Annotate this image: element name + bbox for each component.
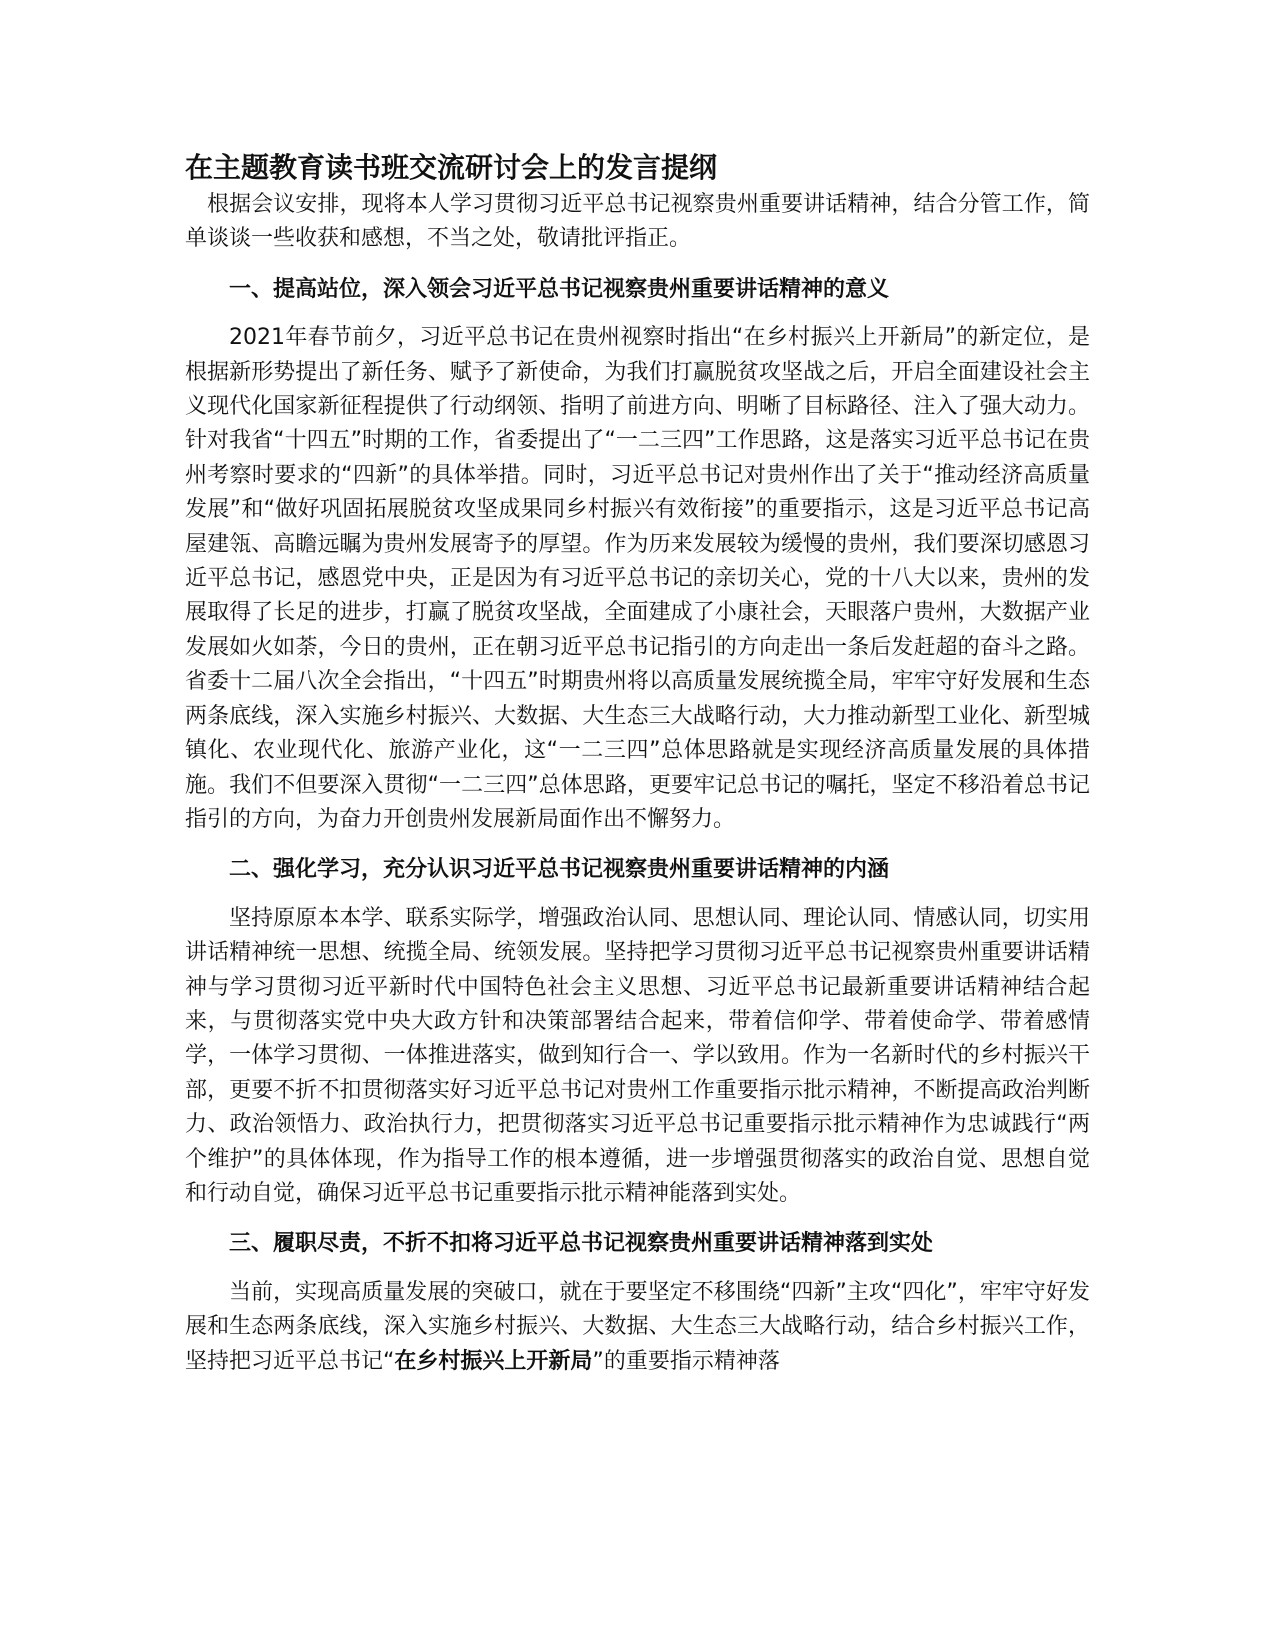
section-1-heading: 一、提高站位，深入领会习近平总书记视察贵州重要讲话精神的意义 xyxy=(229,276,890,302)
section-1-paragraph: 2021年春节前夕，习近平总书记在贵州视察时指出“在乡村振兴上开新局”的新定位，是根据新形势提出了新任务、赋予了新使命，为我们打赢脱贫攻坚战之后，开启全面建设社会主义现代化国家新征程提供了行动纲领、指明了前进方向、明晰了目标路径、注入了强大动力。针对我省“十四五”时期的工作，省委提出了“一二三四”工作思路，这是落实习近平总书记在贵州考察时要求的“四新”的具体举措。同时，习近平总书记对贵州作出了关于“推动经济高质量发展”和“做好巩固拓展脱贫攻坚成果同乡村振兴有效衔接”的重要指示，这是习近平总书记高屋建瓴、高瞻远瞩为贵州发展寄予的厚望。作为历来发展较为缓慢的贵州，我们要深切感恩习近平总书记，感恩党中央，正是因为有习近平总书记的亲切关心，党的十八大以来，贵州的发展取得了长足的进步，打赢了脱贫攻坚战，全面建成了小康社会，天眼落户贵州，大数据产业发展如火如荼，今日的贵州，正在朝习近平总书记指引的方向走出一条后发赶超的奋斗之路。省委十二届八次全会指出，“十四五”时期贵州将以高质量发展统揽全局，牢牢守好发展和生态两条底线，深入实施乡村振兴、大数据、大生态三大战略行动，大力推动新型工业化、新型城镇化、农业现代化、旅游产业化，这“一二三四”总体思路就是实现经济高质量发展的具体措施。我们不但要深入贯彻“一二三四”总体思路，更要牢记总书记的嘱托，坚定不移沿着总书记指引的方向，为奋力开创贵州发展新局面作出不懈努力。 xyxy=(185,325,1090,832)
section-2-heading: 二、强化学习，充分认识习近平总书记视察贵州重要讲话精神的内涵 xyxy=(229,857,890,883)
section-3-text-before: 当前，实现高质量发展的突破口，就在于要坚定不移围绕“四新”主攻“四化”，牢牢守好发展和生态两条底线，深入实施乡村振兴、大数据、大生态三大战略行动，结合乡村振兴工作，坚持把习近平总书记“ xyxy=(185,1279,1090,1374)
section-2-paragraph: 坚持原原本本学、联系实际学，增强政治认同、思想认同、理论认同、情感认同，切实用讲话精神统一思想、统揽全局、统领发展。坚持把学习贯彻习近平总书记视察贵州重要讲话精神与学习贯彻习近平新时代中国特色社会主义思想、习近平总书记最新重要讲话精神结合起来，与贯彻落实党中央大政方针和决策部署结合起来，带着信仰学、带着使命学、带着感情学，一体学习贯彻、一体推进落实，做到知行合一、学以致用。作为一名新时代的乡村振兴干部，更要不折不扣贯彻落实好习近平总书记对贵州工作重要指示批示精神，不断提高政治判断力、政治领悟力、政治执行力，把贯彻落实习近平总书记重要指示批示精神作为忠诚践行“两个维护”的具体体现，作为指导工作的根本遵循，进一步增强贯彻落实的政治自觉、思想自觉和行动自觉，确保习近平总书记重要指示批示精神能落到实处。 xyxy=(185,905,1090,1206)
section-3-text-after: ”的重要指示精神落 xyxy=(592,1348,780,1374)
document-page xyxy=(185,150,1090,1379)
section-3-paragraph xyxy=(185,1276,1090,1379)
section-3-heading: 三、履职尽责，不折不扣将习近平总书记视察贵州重要讲话精神落到实处 xyxy=(229,1231,934,1257)
section-3-bold-phrase: 在乡村振兴上开新局 xyxy=(394,1348,593,1374)
document-title: 在主题教育读书班交流研讨会上的发言提纲 xyxy=(185,151,718,184)
intro-paragraph: 根据会议安排，现将本人学习贯彻习近平总书记视察贵州重要讲话精神，结合分管工作，简单谈谈一些收获和感想，不当之处，敬请批评指正。 xyxy=(185,192,1090,252)
